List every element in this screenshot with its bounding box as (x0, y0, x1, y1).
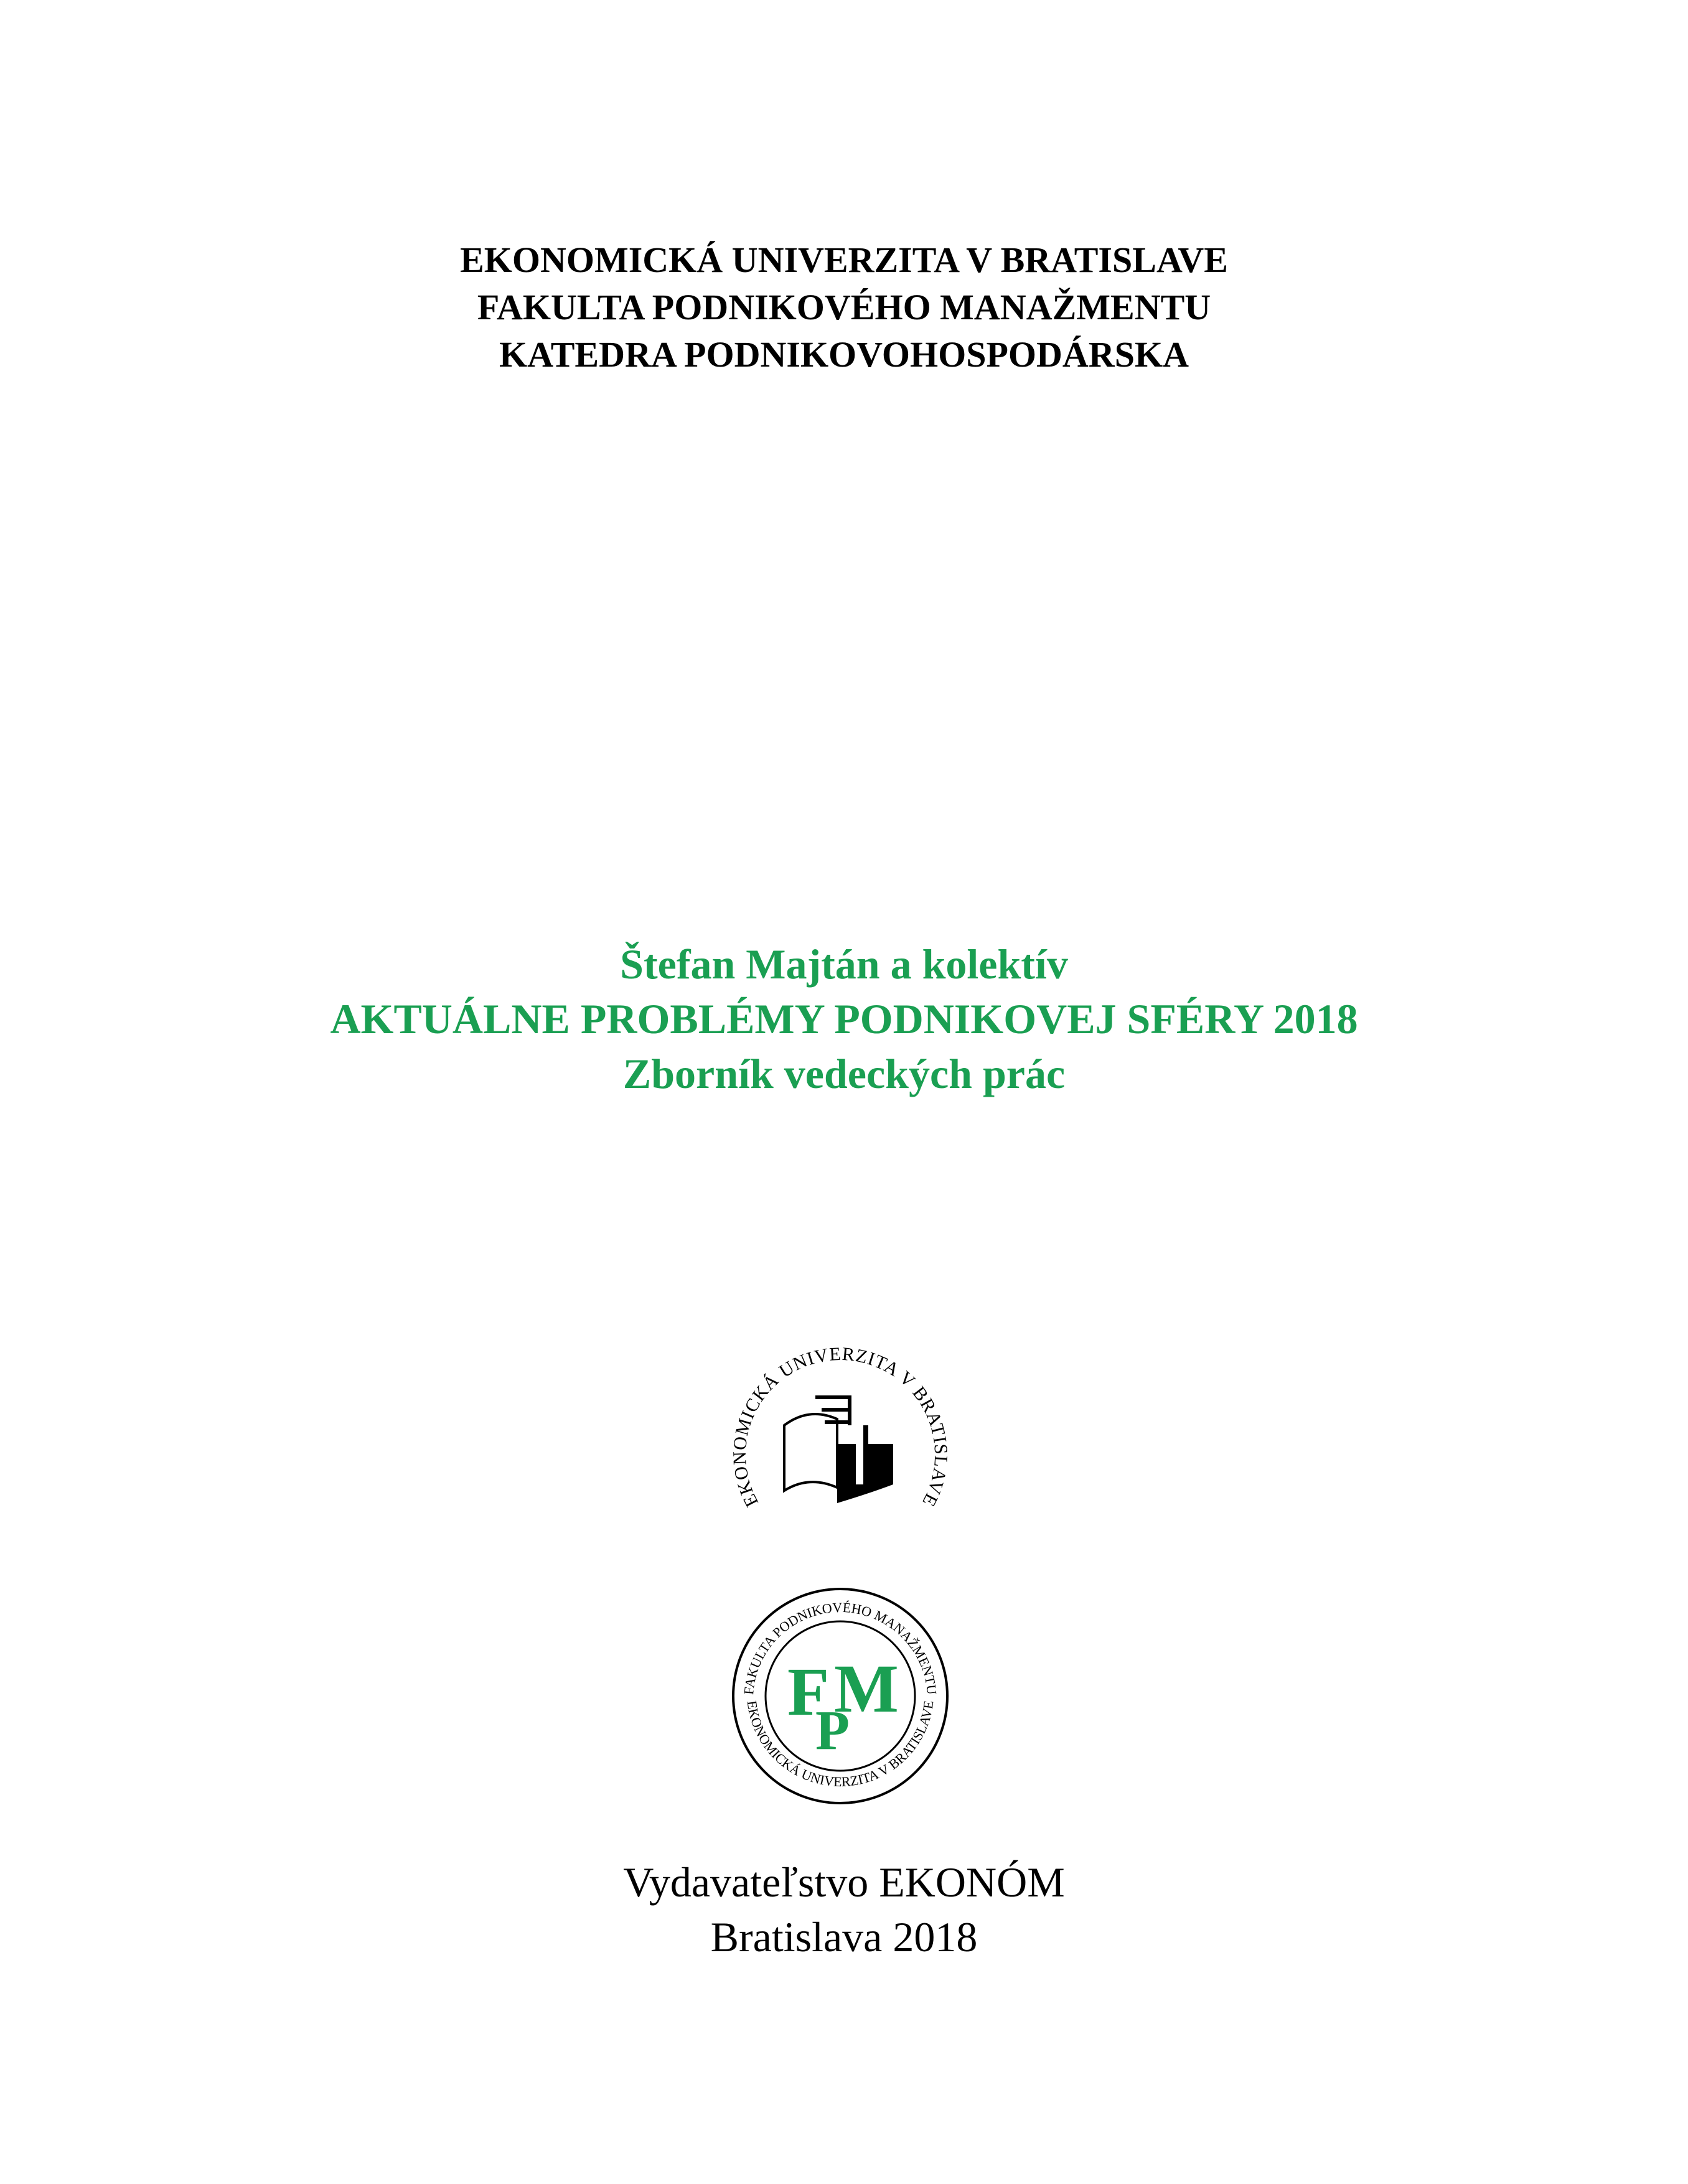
main-title: AKTUÁLNE PROBLÉMY PODNIKOVEJ SFÉRY 2018 (330, 995, 1358, 1043)
faculty-name: FAKULTA PODNIKOVÉHO MANAŽMENTU (477, 287, 1211, 327)
author-line: Štefan Majtán a kolektív (620, 940, 1068, 988)
publisher-block (0, 1855, 1688, 1964)
publisher-name: Vydavateľstvo EKONÓM (623, 1858, 1065, 1906)
fpm-letter-f: F (787, 1654, 830, 1730)
university-seal-logo (728, 1332, 952, 1556)
title-block (0, 937, 1688, 1101)
fpm-ring-top-text: FAKULTA PODNIKOVÉHO MANAŽMENTU (741, 1599, 940, 1695)
seal-text: EKONOMICKÁ UNIVERZITA V BRATISLAVE (729, 1343, 952, 1511)
faculty-fpm-logo (728, 1584, 952, 1808)
fpm-ring-bottom-text: EKONOMICKÁ UNIVERZITA V BRATISLAVE (744, 1699, 937, 1790)
fpm-letter-m: M (834, 1651, 899, 1727)
institution-header (0, 237, 1688, 378)
subtitle: Zborník vedeckých prác (622, 1050, 1066, 1097)
publication-place-year: Bratislava 2018 (710, 1913, 978, 1961)
fpm-letter-p: P (815, 1700, 850, 1761)
department-name: KATEDRA PODNIKOVOHOSPODÁRSKA (499, 334, 1189, 375)
university-name: EKONOMICKÁ UNIVERZITA V BRATISLAVE (460, 240, 1228, 280)
